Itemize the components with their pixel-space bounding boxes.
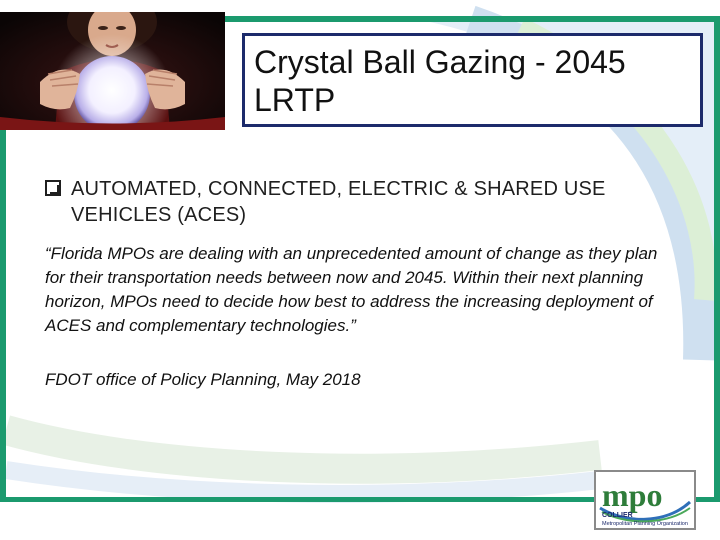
- svg-text:COLLIER: COLLIER: [602, 512, 633, 519]
- bullet-text: AUTOMATED, CONNECTED, ELECTRIC & SHARED USE VEHICLES (ACES): [71, 178, 606, 226]
- svg-text:mpo: mpo: [602, 477, 663, 513]
- checkbox-bullet-icon: [45, 180, 61, 196]
- crystal-ball-photo: [0, 12, 225, 130]
- svg-text:Metropolitan Planning Organiza: Metropolitan Planning Organization: [602, 521, 688, 527]
- quote-source: FDOT office of Policy Planning, May 2018: [45, 370, 361, 389]
- quote-text: “Florida MPOs are dealing with an unprecedented amount of change as they plan for their transportation needs between now and 2045. Within their next planning horizon, MPOs need to decide how best to address the increasing deployment of ACES and complementary technologies.”: [45, 244, 658, 335]
- slide-content: [45, 176, 675, 392]
- title-box: [242, 33, 703, 127]
- collier-mpo-logo: [594, 470, 696, 530]
- bullet-item: [45, 176, 675, 228]
- frame-right-border: [714, 16, 720, 500]
- slide-title: Crystal Ball Gazing - 2045 LRTP: [254, 44, 626, 118]
